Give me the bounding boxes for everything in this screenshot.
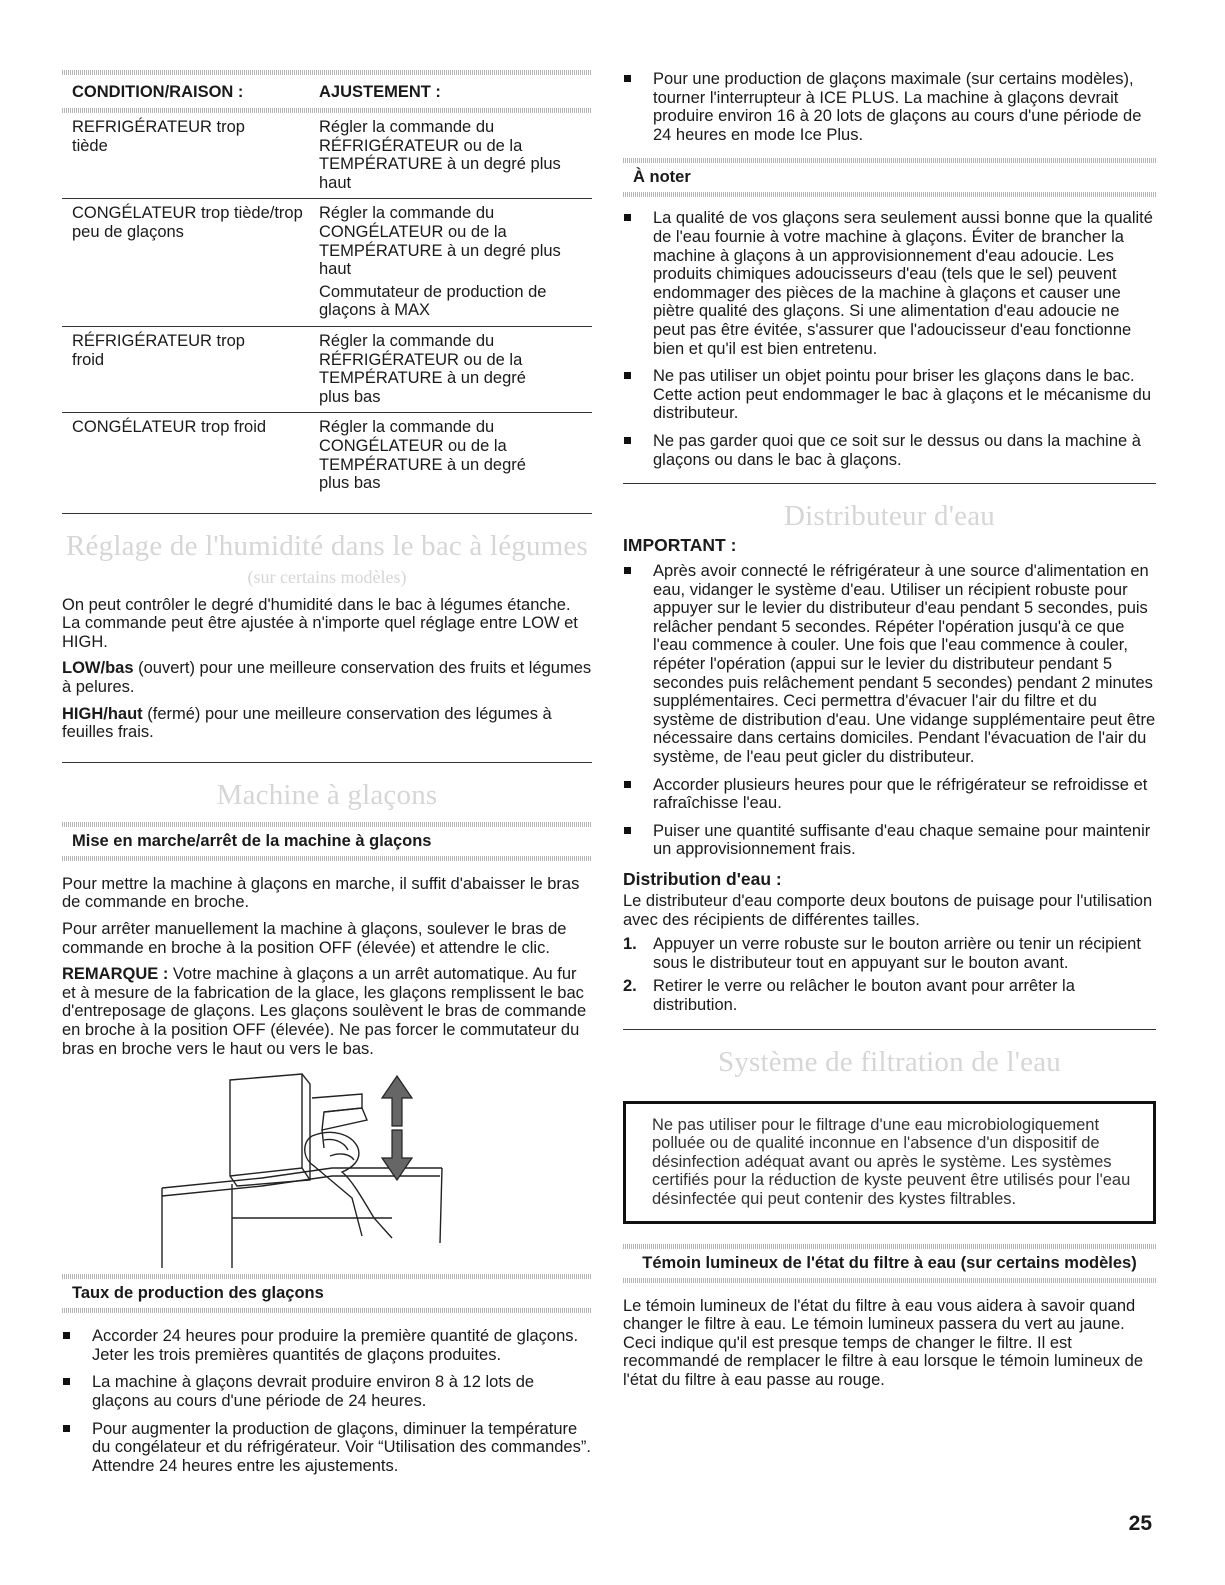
- subsection-heading: Distribution d'eau :: [623, 869, 782, 889]
- subsection-heading: Taux de production des glaçons: [72, 1284, 324, 1303]
- bold-label: REMARQUE :: [62, 965, 169, 984]
- right-column: [623, 70, 1156, 1390]
- adjustment-cell: Régler la commande du CONGÉLATEUR ou de la TEMPÉRATURE à un degré plus haut: [319, 204, 561, 279]
- table-header: [62, 75, 592, 108]
- table-row: [62, 199, 592, 327]
- table-row: [62, 327, 592, 413]
- paragraph: REMARQUE : Votre machine à glaçons a un arrêt automatique. Au fur et à mesure de la fabrication de la glace, les glaçons remplissent le bac d'entreposage de glaçons. Les glaçons soulèvent le bras de commande en broche à la position OFF (élevée). Ne pas forcer le commutateur du bras en broche vers le haut ou vers le bas.: [62, 965, 587, 1058]
- list-item: 1. Appuyer un verre robuste sur le bouton arrière ou tenir un récipient sous le distributeur tout en appuyant sur le bouton avant.: [623, 935, 1141, 972]
- section-title: Réglage de l'humidité dans le bac à légumes: [66, 529, 588, 562]
- list-item: Accorder plusieurs heures pour que le réfrigérateur se refroidisse et rafraîchisse l'eau.: [623, 776, 1156, 813]
- section-title: Distributeur d'eau: [784, 500, 995, 533]
- note-list: [623, 209, 1156, 469]
- warning-text: Ne pas utiliser pour le filtrage d'une eau microbiologiquement polluée ou de qualité inconnue en l'absence d'un dispositif de désinfection adéquat avant ou après le système. Les systèmes certifiés pour la réduction de kyste peuvent être utilisés pour l'eau désinfectée qui peut contenir des kystes filtrables.: [652, 1115, 1131, 1208]
- section-divider: [623, 483, 1156, 484]
- paragraph: LOW/bas (ouvert) pour une meilleure conservation des fruits et légumes à pelures.: [62, 659, 592, 697]
- condition-cell: REFRIGÉRATEUR trop tiède: [72, 118, 245, 155]
- rate-list: [62, 1327, 592, 1475]
- list-item: Ne pas utiliser un objet pointu pour briser les glaçons dans le bac. Cette action peut endommager le bac à glaçons et le mécanisme du distributeur.: [623, 367, 1156, 423]
- list-item: La machine à glaçons devrait produire environ 8 à 12 lots de glaçons au cours d'une période de 24 heures.: [62, 1373, 592, 1410]
- column-header-adjustment: AJUSTEMENT :: [319, 83, 441, 101]
- important-label: IMPORTANT :: [623, 535, 737, 556]
- section-title: Machine à glaçons: [216, 778, 438, 811]
- icemaker-illustration: [62, 1068, 592, 1268]
- list-item: Après avoir connecté le réfrigérateur à une source d'alimentation en eau, vidanger le système d'eau. Utiliser un récipient robuste pour appuyer sur le levier du distributeur d'eau pendant 5 secondes, puis relâcher pendant 5 secondes. Répéter l'opération jusqu'à ce que l'eau commence à couler. Une fois que l'eau commence à couler, répéter l'opération (appui sur le levier du distributeur pendant 5 secondes puis relâchement pendant 5 secondes) pendant 2 minutes supplémentaires. Ceci permettra d'évacuer l'air du filtre et du système de distribution d'eau. Une vidange supplémentaire peut être nécessaire dans certains domiciles. Pendant l'évacuation de l'air du système, de l'eau peut gicler du distributeur.: [623, 562, 1156, 767]
- column-header-condition: CONDITION/RAISON :: [72, 83, 244, 101]
- subsection-heading: Témoin lumineux de l'état du filtre à eau (sur certains modèles): [642, 1253, 1137, 1272]
- paragraph: On peut contrôler le degré d'humidité dans le bac à légumes étanche. La commande peut être ajustée à n'importe quel réglage entre LOW et HIGH.: [62, 595, 578, 651]
- section-divider: [62, 762, 592, 763]
- list-item: Accorder 24 heures pour produire la première quantité de glaçons. Jeter les trois premières quantités de glaçons produites.: [62, 1327, 592, 1364]
- list-item: Puiser une quantité suffisante d'eau chaque semaine pour maintenir un approvisionnement frais.: [623, 822, 1156, 859]
- steps-list: [623, 935, 1156, 1014]
- paragraph: Le distributeur d'eau comporte deux boutons de puisage pour l'utilisation avec des récipients de différentes tailles.: [623, 892, 1153, 929]
- paragraph: Pour mettre la machine à glaçons en marche, il suffit d'abaisser le bras de commande en broche.: [62, 874, 580, 912]
- left-column: [62, 70, 592, 1484]
- subsection-heading: Mise en marche/arrêt de la machine à glaçons: [72, 831, 432, 850]
- divider: [623, 1278, 1156, 1283]
- list-item: Pour augmenter la production de glaçons, diminuer la température du congélateur et du réfrigérateur. Voir “Utilisation des commandes”. Attendre 24 heures entre les ajustements.: [62, 1420, 592, 1476]
- section-divider: [623, 1029, 1156, 1030]
- divider: [62, 856, 592, 861]
- adjustment-cell: Régler la commande du RÉFRIGÉRATEUR ou de la TEMPÉRATURE à un degré plus haut: [319, 118, 561, 192]
- down-arrow-icon: [382, 1130, 412, 1180]
- up-arrow-icon: [382, 1076, 412, 1126]
- bold-label: LOW/bas: [62, 659, 134, 678]
- important-list: [623, 562, 1156, 859]
- adjustment-cell: Commutateur de production de glaçons à MAX: [319, 282, 547, 320]
- list-item: Ne pas garder quoi que ce soit sur le dessus ou dans la machine à glaçons ou dans le bac à glaçons.: [623, 432, 1156, 469]
- list-item: 2. Retirer le verre ou relâcher le bouton avant pour arrêter la distribution.: [623, 977, 1075, 1014]
- adjustment-cell: Régler la commande du CONGÉLATEUR ou de la TEMPÉRATURE à un degré plus bas: [319, 418, 526, 493]
- divider: [623, 192, 1156, 197]
- paragraph: Le témoin lumineux de l'état du filtre à eau vous aidera à savoir quand changer le filtre à eau. Le témoin lumineux passera du vert au jaune. Ceci indique qu'il est presque temps de changer le filtre. Il est recommandé de remplacer le filtre à eau lorsque le témoin lumineux de l'état du filtre à eau passe au rouge.: [623, 1296, 1144, 1389]
- icemaker-arm-illustration: [62, 1068, 592, 1268]
- paragraph: HIGH/haut (fermé) pour une meilleure conservation des légumes à feuilles frais.: [62, 704, 552, 742]
- adjustment-cell: Régler la commande du RÉFRIGÉRATEUR ou de la TEMPÉRATURE à un degré plus bas: [319, 331, 526, 406]
- list-item: La qualité de vos glaçons sera seulement aussi bonne que la qualité de l'eau fournie à votre machine à glaçons. Éviter de brancher la machine à glaçons à un approvisionnement d'eau adoucie. Les produits chimiques adoucisseurs d'eau (tels que le sel) peuvent endommager des pièces de la machine à glaçons et causer une piètre qualité des glaçons. Si une alimentation d'eau adoucie ne peut pas être évitée, s'assurer que l'adoucisseur d'eau fonctionne bien et qu'il est bien entretenu.: [623, 209, 1156, 358]
- section-title: Système de filtration de l'eau: [717, 1045, 1061, 1078]
- list-item: Pour une production de glaçons maximale (sur certains modèles), tourner l'interrupteur à ICE PLUS. La machine à glaçons devrait produire environ 16 à 20 lots de glaçons au cours d'une période de 24 heures en mode Ice Plus.: [623, 70, 1156, 144]
- divider: [62, 1308, 592, 1313]
- subsection-heading: À noter: [633, 168, 691, 187]
- ice-plus-list: [623, 70, 1156, 144]
- paragraph: Pour arrêter manuellement la machine à glaçons, soulever le bras de commande en broche à la position OFF (élevée) et attendre le clic.: [62, 920, 567, 957]
- section-subtitle: (sur certains modèles): [247, 566, 407, 587]
- bold-label: HIGH/haut: [62, 704, 143, 723]
- table-row: [62, 413, 592, 498]
- condition-cell: RÉFRIGÉRATEUR trop froid: [72, 331, 245, 369]
- page-number: 25: [1128, 1512, 1152, 1535]
- warning-box: [623, 1101, 1156, 1224]
- section-divider: [62, 513, 592, 514]
- condition-cell: CONGÉLATEUR trop tiède/trop peu de glaçons: [72, 204, 303, 241]
- condition-cell: CONGÉLATEUR trop froid: [72, 418, 267, 437]
- table-row: [62, 113, 592, 199]
